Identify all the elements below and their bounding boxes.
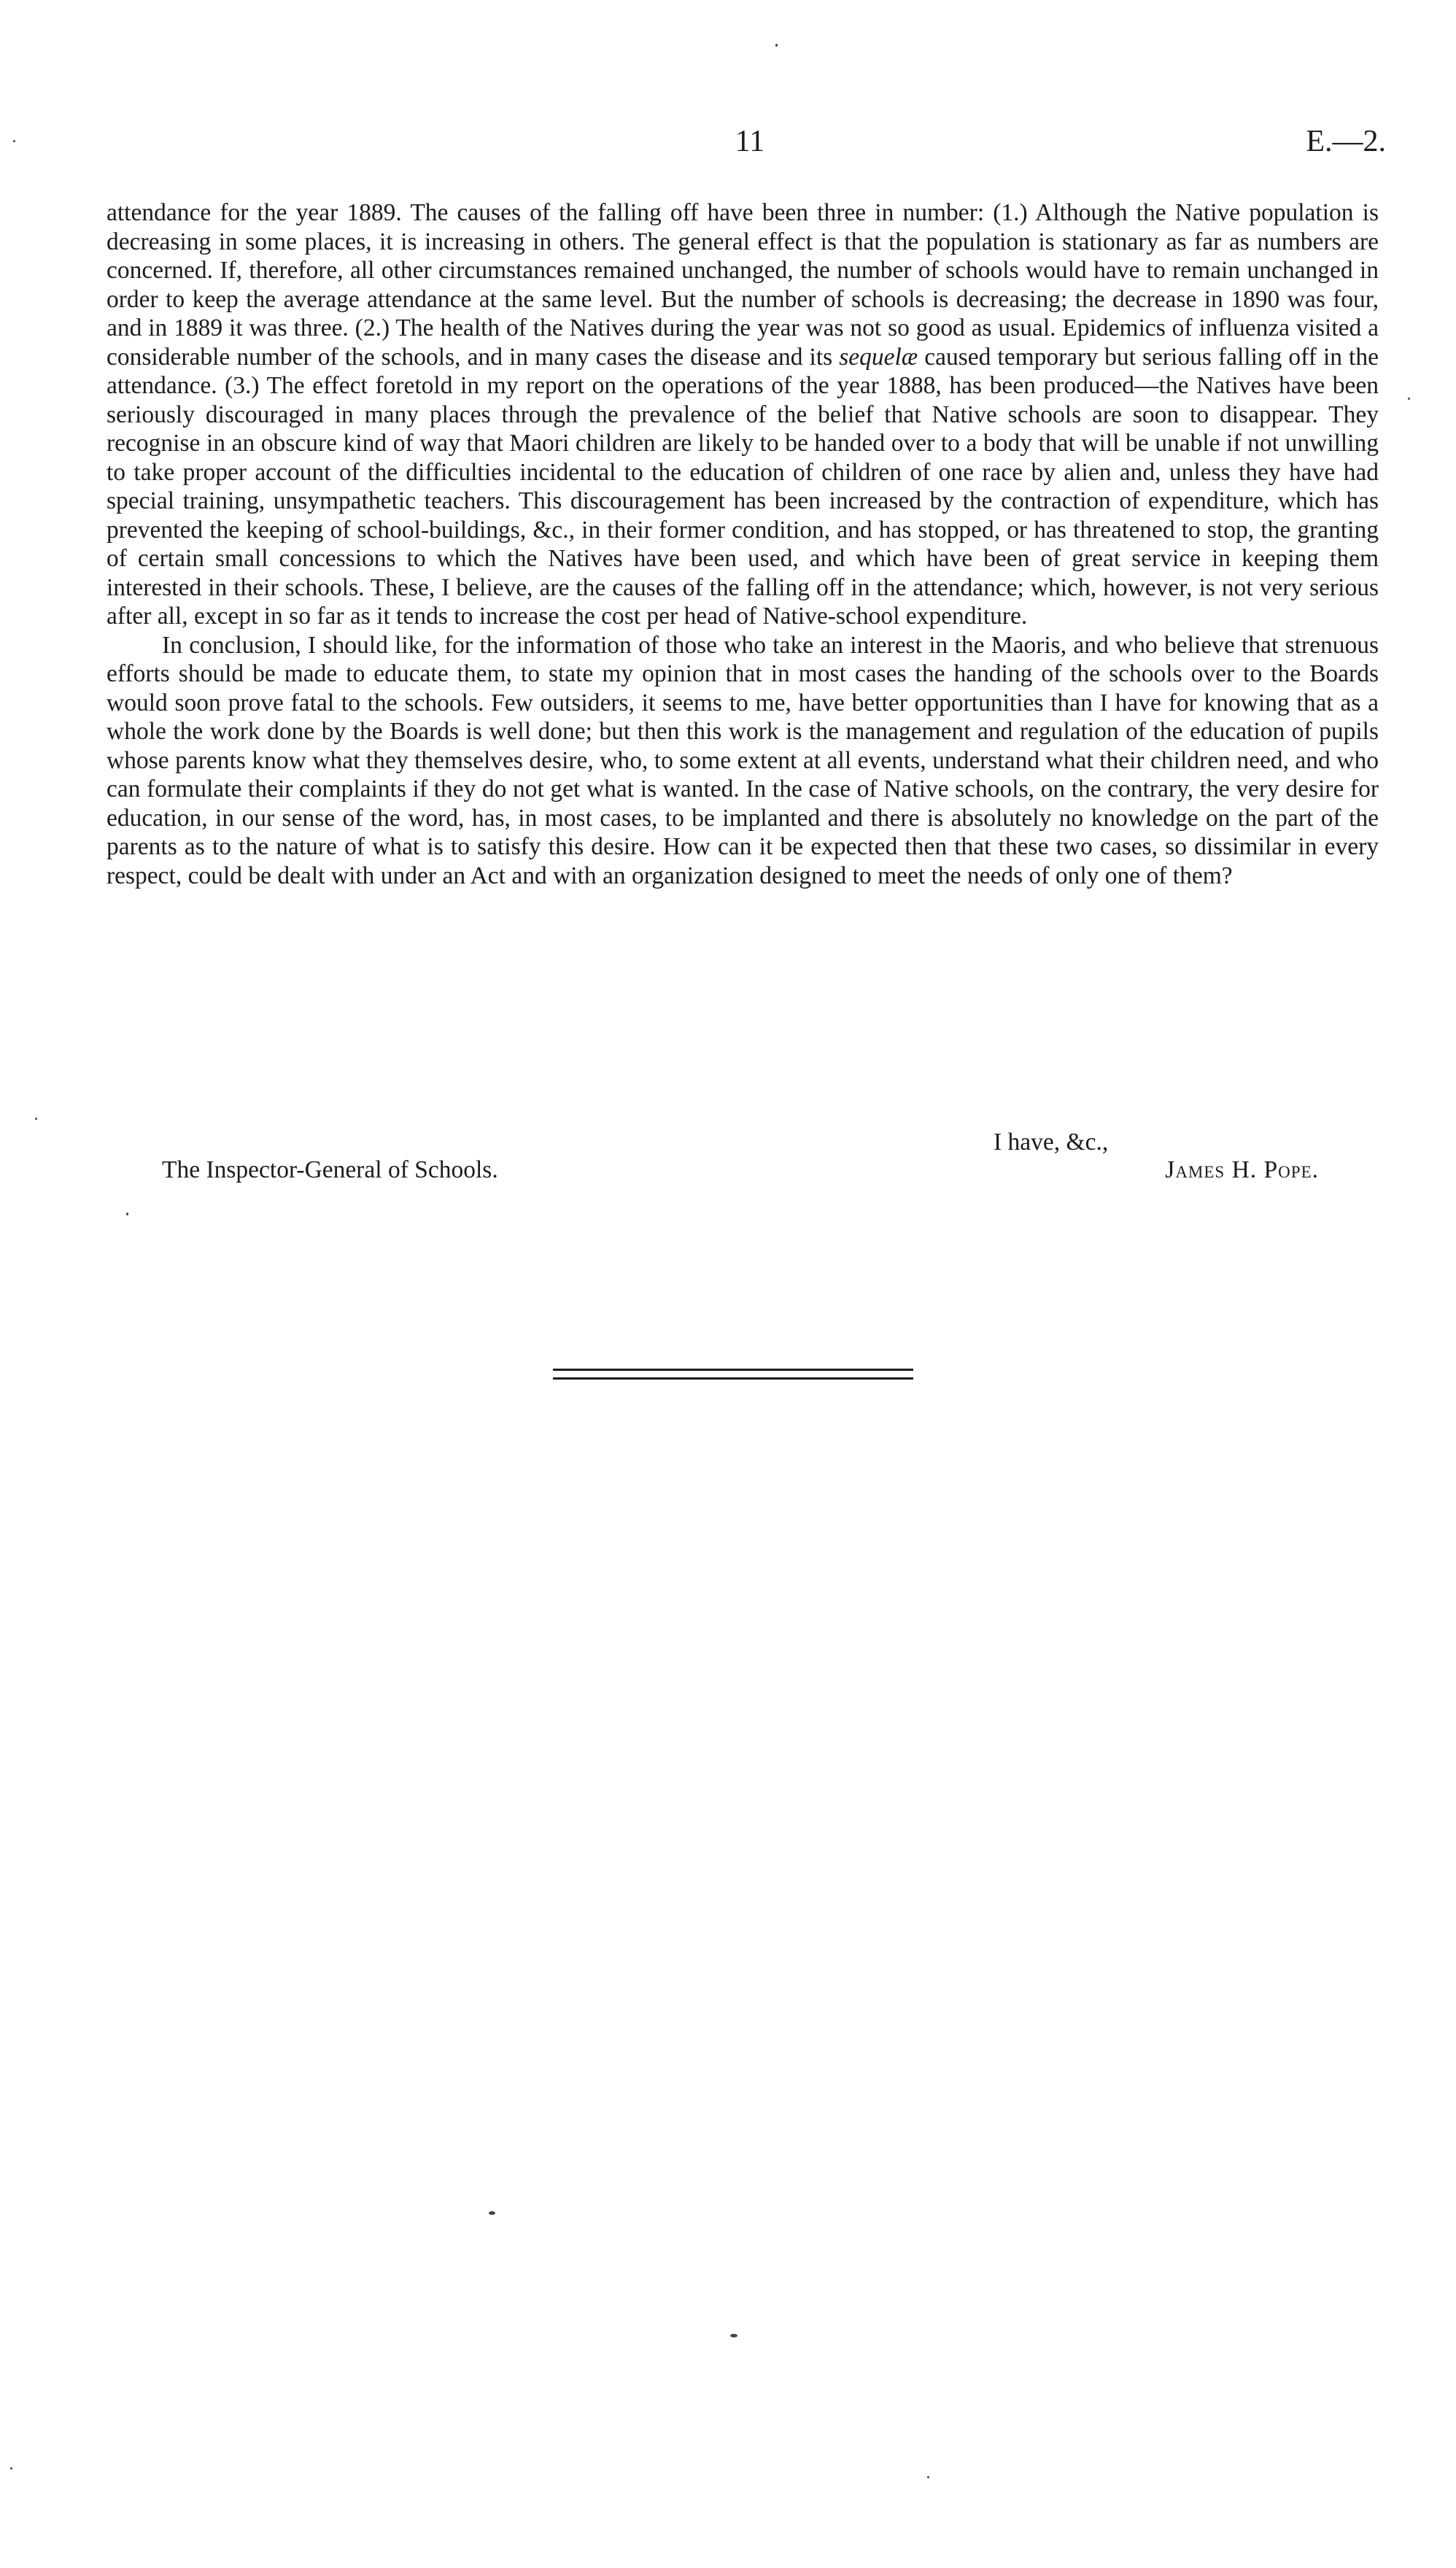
paragraph-causes-italic-term: sequelæ xyxy=(839,343,918,371)
closing-salutation: I have, &c., xyxy=(994,1129,1109,1156)
signer-name: James H. Pope. xyxy=(1165,1156,1319,1183)
scan-speck xyxy=(10,2467,12,2470)
paragraph-conclusion: In conclusion, I should like, for the information of those who take an interest in the Maoris, and who believe that strenuous efforts should be made to educate them, to state my opinion that in most cases the handing of the schools over to the Boards would soon prove fatal to the schools. Few outsiders, it seems to me, have better opportunities than I have for knowing that as a whole the work done by the Boards is well done; but then this work is the management and regulation of the education of pupils whose parents know what they themselves desire, who, to some extent at all events, understand what their children need, and who can formulate their complaints if they do not get what is wanted. In the case of Native schools, on the contrary, the very desire for education, in our sense of the word, has, in most cases, to be implanted and there is absolutely no knowledge on the part of the parents as to the nature of what is to satisfy this desire. How can it be expected then that these two cases, so dissimilar in every respect, could be dealt with under an Act and with an organization designed to meet the needs of only one of them? xyxy=(107,631,1379,889)
scan-speck xyxy=(489,2211,495,2215)
scan-speck xyxy=(13,140,15,142)
document-reference: E.—2. xyxy=(1306,125,1386,158)
scan-speck xyxy=(927,2476,929,2478)
report-body xyxy=(107,198,1379,890)
scan-speck xyxy=(126,1213,128,1215)
scan-speck xyxy=(730,2334,737,2337)
paragraph-causes xyxy=(107,198,1379,631)
scan-speck xyxy=(775,44,778,47)
paragraph-causes-text-b: caused temporary but serious falling off in the attendance. (3.) The effect foretold in my report on the operations of the year 1888, has been produced—the Natives have been seriously discouraged in many places through the prevalence of the belief that Native schools are soon to disappear. They recognise in an obscure kind of way that Maori children are likely to be handed over to a body that will be unable if not unwilling to take proper account of the difficulties incidental to the education of children of one race by alien and, unless they have had special training, unsympathetic teachers. This discouragement has been increased by the contraction of expenditure, which has prevented the keeping of school-buildings, &c., in their former condition, and has stopped, or has threatened to stop, the granting of certain small concessions to which the Natives have been used, and which have been of great service in keeping them interested in their schools. These, I believe, are the causes of the falling off in the attendance; which, however, is not very serious after all, except in so far as it tends to increase the cost per head of Native-school expenditure. xyxy=(107,343,1379,630)
scan-speck xyxy=(1408,398,1410,400)
paragraph-causes-text-a: attendance for the year 1889. The causes of the falling off have been three in number: (1.) Although the Native population is decreasing in some places, it is increasing in others. The general effect is that the population is stationary as far as numbers are concerned. If, therefore, all other circumstances remained unchanged, the number of schools would have to remain unchanged in order to keep the average attendance at the same level. But the number of schools is decreasing; the decrease in 1890 was four, and in 1889 it was three. (2.) The health of the Natives during the year was not so good as usual. Epidemics of influenza visited a considerable number of the schools, and in many cases the disease and its xyxy=(107,199,1379,371)
scan-speck xyxy=(35,1118,37,1120)
end-rule-double xyxy=(553,1369,913,1380)
addressee: The Inspector-General of Schools. xyxy=(162,1156,498,1183)
page-number: 11 xyxy=(735,125,765,158)
